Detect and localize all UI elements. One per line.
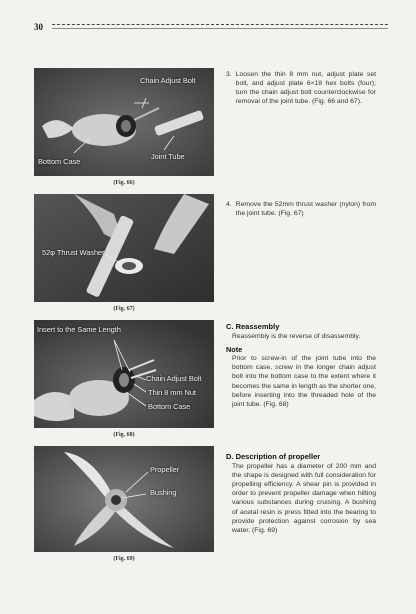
figure-66-caption: (Fig. 66)	[113, 180, 135, 186]
figure-67-photo	[34, 194, 214, 302]
figure-67-caption: (Fig. 67)	[113, 306, 135, 312]
callout-insert-same-length: Insert to the Same Length	[37, 325, 121, 334]
callout-thrust-washer: 52φ Thrust Washer	[42, 248, 105, 257]
note-body: Prior to screw-in of the joint tube into the bottom case, screw in the longer chain adjust bolt into the bottom case to the extent where it becomes the same in length as the shorter one, before inserting into the threaded hole of the joint tube. (Fig. 68)	[232, 355, 376, 408]
callout-thin-nut: Thin 8 mm Nut	[148, 388, 196, 397]
page-number: 30	[34, 22, 43, 32]
figure-68-caption: (Fig. 68)	[113, 432, 135, 438]
callout-joint-tube: Joint Tube	[151, 152, 185, 161]
step-4-text: Remove the 52mm thrust washer (nylon) from the joint tube. (Fig. 67)	[235, 201, 376, 218]
note-heading: Note	[226, 345, 243, 355]
figure-66-photo	[34, 68, 214, 176]
callout-bottom-case-68: Bottom Case	[148, 402, 191, 411]
callout-chain-adjust-bolt-68: Chain Adjust Bolt	[146, 374, 202, 383]
step-3	[226, 70, 376, 106]
figure-68-photo	[34, 320, 214, 428]
step-4	[226, 200, 376, 218]
propeller-body: The propeller has a diameter of 200 mm and the shape is designed with full consideration for propelling efficiency. A shear pin is provided in order to prevent propeller damage when hitting various substances during cruising. A bushing of acetal resin is press fitted into the bearing to provide protection against corrosion by sea water. (Fig. 69)	[232, 463, 376, 534]
header-rule-thin	[52, 28, 388, 29]
callout-bushing: Bushing	[150, 488, 177, 497]
figure-69-photo	[34, 446, 214, 552]
section-reassembly	[226, 322, 376, 409]
propeller-heading: D. Description of propeller	[226, 452, 321, 461]
reassembly-heading: C. Reassembly	[226, 322, 280, 331]
step-3-text: Loosen the thin 8 mm nut, adjust plate set bolt, and adjust plate 6×18 hex bolts (four); turn the chain adjust bolt counterclockwise for removal of the joint tube. (Fig. 66 and 67).	[235, 71, 376, 106]
callout-chain-adjust-bolt: Chain Adjust Bolt	[140, 76, 196, 85]
callout-propeller: Propeller	[150, 465, 180, 474]
section-propeller	[226, 452, 376, 535]
reassembly-body: Reassembly is the reverse of disassembly.	[232, 333, 361, 341]
step-3-number: 3.	[226, 71, 232, 78]
step-4-number: 4.	[226, 201, 232, 208]
callout-bottom-case: Bottom Case	[38, 157, 81, 166]
figure-69-caption: (Fig. 69)	[113, 556, 135, 562]
header-rule	[52, 24, 388, 25]
